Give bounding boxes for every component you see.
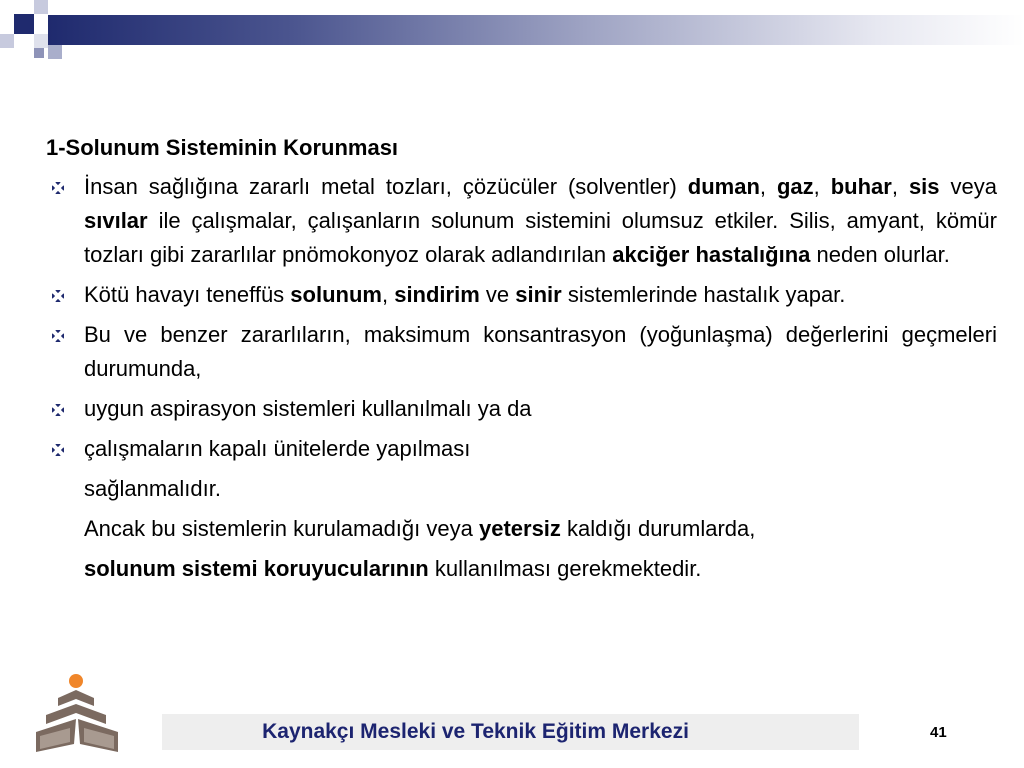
text-line [44,472,997,506]
header-square-light [0,34,14,48]
text-run: çalışmaların kapalı ünitelerde yapılması [84,436,471,461]
text-line [44,512,997,546]
bullet-item [44,318,997,386]
bold-text-run: solunum sistemi koruyucularının [84,556,429,581]
bold-text-run: yetersiz [478,516,561,541]
plain-lines [44,472,997,586]
header-square-light [34,0,48,14]
header-square-light [34,48,44,58]
bold-text-run: buhar [830,174,892,199]
header-square-navy [14,14,34,34]
header-square-light [48,45,62,59]
text-run: uygun aspirasyon sistemleri kullanılmalı ya da [84,396,532,421]
bullet-item [44,392,997,426]
footer-institution: Kaynakçı Mesleki ve Teknik Eğitim Merkezi [262,720,689,743]
bold-text-run: akciğer hastalığına [612,242,811,267]
text-run: , [813,174,831,199]
text-run: veya [939,174,997,199]
text-run: kullanılması gerekmektedir. [428,556,702,581]
bullet-item [44,278,997,312]
text-run: İnsan sağlığına zararlı metal tozları, çözücüler (solventler) [84,174,688,199]
bold-text-run: sindirim [394,282,480,307]
diamond-bullet-icon [52,330,64,342]
text-run: Ancak bu sistemlerin kurulamadığı veya [84,516,479,541]
page-number: 41 [930,724,947,741]
header-gradient-bar [48,15,1024,45]
text-run: , [381,282,395,307]
bullet-item [44,170,997,272]
text-line [44,552,997,586]
bullet-item [44,432,997,466]
bullet-list [44,170,997,466]
bold-text-run: sinir [515,282,562,307]
book-sprout-logo-icon [30,672,125,760]
text-run: ile çalışmalar, çalışanların solunum sistemini olumsuz etkiler. Silis, amyant, kömür tozları gibi zararlılar pnömokonyoz olarak adlandırılan [84,208,997,267]
slide-content [44,134,997,592]
text-run: Kötü havayı teneffüs [84,282,291,307]
text-run: sağlanmalıdır. [84,476,221,501]
header-square-light [34,34,48,48]
text-run: neden olurlar. [810,242,950,267]
bold-text-run: gaz [776,174,814,199]
text-run: kaldığı durumlarda, [560,516,756,541]
bold-text-run: sıvılar [84,208,148,233]
bold-text-run: solunum [290,282,382,307]
slide-title: 1-Solunum Sisteminin Korunması [46,135,399,160]
diamond-bullet-icon [52,444,64,456]
text-run: Bu ve benzer zararlıların, maksimum konsantrasyon (yoğunlaşma) değerlerini geçmeleri durumunda, [84,322,997,381]
diamond-bullet-icon [52,290,64,302]
text-run: sistemlerinde hastalık yapar. [561,282,846,307]
footer-band [162,714,859,750]
text-run: , [759,174,777,199]
diamond-bullet-icon [52,404,64,416]
diamond-bullet-icon [52,182,64,194]
text-run: ve [479,282,516,307]
text-run: , [891,174,909,199]
bold-text-run: duman [687,174,760,199]
bold-text-run: sis [908,174,940,199]
